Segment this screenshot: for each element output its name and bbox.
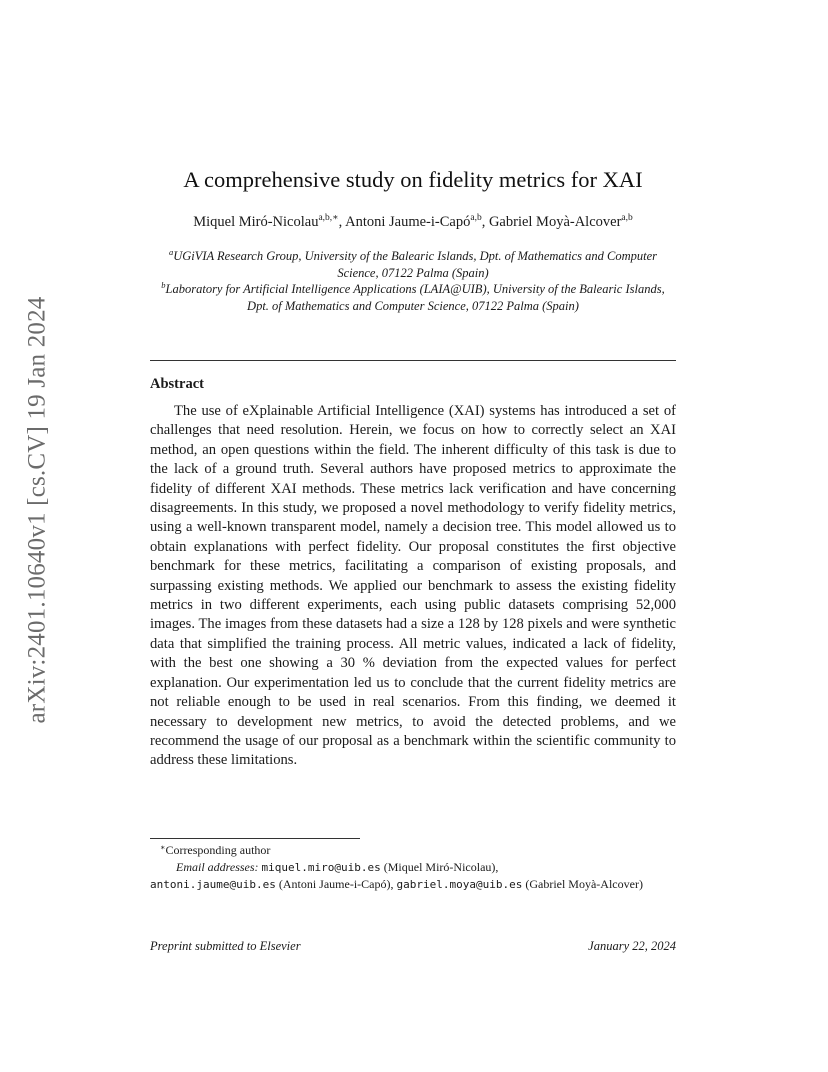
abstract-text: The use of eXplainable Artificial Intelligence (XAI) systems has introduced a set of challenges that need resolution. Herein, we focus on how to correctly select an XAI method, an open questions within the field. The inherent difficulty of this task is due to the lack of a ground truth. Several authors have proposed metrics to approximate the fidelity of different XAI methods. These metrics lack verification and have concerning disagreements. In this study, we proposed a novel methodology to verify fidelity metrics, using a well-known transparent model, namely a decision tree. This model allowed us to obtain explanations with perfect fidelity. Our proposal constitutes the first objective benchmark for these metrics, facilitating a comparison of existing proposals, and surpassing existing methods. We applied our benchmark to assess the existing fidelity metrics in two different experiments, each using public datasets comprising 52,000 images. The images from these datasets had a size a 128 by 128 pixels and were synthetic data that simplified the training process. All metric values, indicated a lack of fidelity, with the best one showing a 30 % deviation from the expected values for perfect explanation. Our experimentation led us to conclude that the current fidelity metrics are not reliable enough to be used in real scenarios. From this finding, we deemed it necessary to development new metrics, to avoid the detected problems, and we recommend the usage of our proposal as a benchmark within the scientific community to address these limitations. bbox=[150, 403, 676, 769]
footnote-emails-line2 bbox=[150, 876, 676, 894]
email-owner: (Miquel Miró-Nicolau), bbox=[383, 859, 499, 874]
author-affiliation-mark: a,b bbox=[621, 213, 633, 223]
footnote-mark: ∗ bbox=[160, 843, 166, 852]
author-affiliation-mark: a,b,∗ bbox=[318, 213, 339, 223]
arxiv-identifier-text: arXiv:2401.10640v1 [cs.CV] 19 Jan 2024 bbox=[23, 296, 50, 724]
affiliation-text: UGiVIA Research Group, University of the Balearic Islands, Dpt. of Mathematics and Computer Science, 07122 Palma (Spain) bbox=[173, 249, 658, 280]
footnote-rule bbox=[150, 838, 360, 839]
email-owner: (Antoni Jaume-i-Capó), bbox=[278, 877, 394, 891]
affiliation-b bbox=[150, 281, 676, 314]
arxiv-identifier-stamp bbox=[22, 290, 52, 730]
author-name: Antoni Jaume-i-Capó bbox=[345, 214, 471, 230]
email-address[interactable]: miquel.miro@uib.es bbox=[261, 860, 381, 874]
footnote-emails-line1 bbox=[150, 859, 676, 877]
email-owner: (Gabriel Moyà-Alcover) bbox=[525, 877, 643, 891]
preprint-footer bbox=[150, 938, 676, 954]
footnote-corresponding bbox=[150, 842, 676, 859]
affiliation-a bbox=[150, 248, 676, 281]
author-affiliation-mark: a,b bbox=[470, 213, 482, 223]
email-address[interactable]: antoni.jaume@uib.es bbox=[150, 878, 276, 891]
author-list: Miquel Miró-Nicolau$^{a,b,∗}$, Antoni Jaume-i-Capó$^{a,b}$, Gabriel Moyà-Alcover$^{a,b}$ bbox=[193, 213, 633, 230]
email-addresses-label: Email addresses: bbox=[176, 859, 259, 874]
preprint-venue: Preprint submitted to Elsevier bbox=[150, 939, 301, 953]
email-address[interactable]: gabriel.moya@uib.es bbox=[396, 878, 523, 891]
affiliation-mark: a bbox=[168, 247, 174, 257]
affiliation-mark: b bbox=[161, 280, 166, 290]
footnote bbox=[150, 842, 676, 894]
abstract-top-rule bbox=[150, 360, 676, 361]
preprint-date: January 22, 2024 bbox=[588, 939, 676, 953]
author-name: Gabriel Moyà-Alcover bbox=[488, 214, 622, 230]
corresponding-author-label: Corresponding author bbox=[165, 843, 271, 857]
paper-title: A comprehensive study on fidelity metrics for XAI bbox=[183, 167, 643, 192]
author-name: Miquel Miró-Nicolau bbox=[193, 214, 319, 230]
affiliation-text: Laboratory for Artificial Intelligence Applications (LAIA@UIB), University of the Balearic Islands, Dpt. of Mathematics and Computer Science, 07122 Palma (Spain) bbox=[165, 282, 665, 313]
abstract-heading: Abstract bbox=[150, 376, 204, 392]
